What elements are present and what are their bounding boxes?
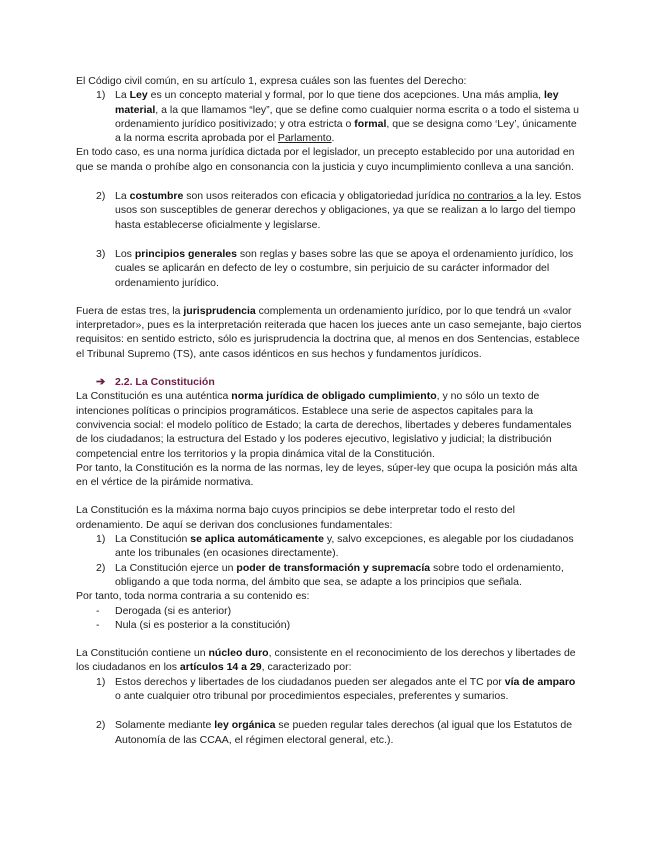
jurisprudencia-paragraph: Fuera de estas tres, la jurisprudencia complementa un ordenamiento jurídico, por lo que tendrá un «valor interpretador», pues es la interpretación reiterada que hacen los jueces ante un caso semejante, bajo ciertos requisitos: en sentido estricto, sólo es jurisprudencia la doctrina que, al menos en dos Sentencias, establece el Tribunal Supremo (TS), ante casos idénticos en sus hechos y fundamentos jurídicos.	[76, 304, 582, 360]
list-item-text: La costumbre son usos reiterados con eficacia y obligatoriedad jurídica no contrarios a la ley. Estos usos son susceptibles de generar derechos y obligaciones, ya que se realizan a lo largo del tiempo hasta establecerse oficialmente y legislarse.	[115, 190, 582, 231]
list-item-text: La Ley es un concepto material y formal, por lo que tiene dos acepciones. Una más amplia, ley material, a la que llamamos “ley”, que se define como cualquier norma escrita o a todo el sistema u ordenamiento jurídico positivizado; y otra estricta o formal, que se designa como ‘Ley’, únicamente a la norma escrita aprobada por el Parlamento.	[115, 89, 579, 145]
dash-item	[76, 604, 582, 618]
list-item-amparo	[76, 675, 582, 704]
maxima-norma-paragraph: La Constitución es la máxima norma bajo cuyos principios se debe interpretar todo el resto del ordenamiento. De aquí se derivan dos conclusiones fundamentales:	[76, 504, 515, 531]
list-number: 2)	[96, 561, 106, 574]
list-number: 1)	[96, 675, 106, 688]
ley-paragraph: En todo caso, es una norma jurídica dictada por el legislador, un precepto establecido por una autoridad en que se manda o prohíbe algo en consonancia con la justicia y cuyo incumplimiento conlleva a una sanción.	[76, 146, 575, 173]
list-item-ley	[76, 88, 582, 145]
dash-item-text: Nula (si es posterior a la constitución)	[115, 618, 291, 631]
por-tanto-paragraph: Por tanto, la Constitución es la norma de las normas, ley de leyes, súper-ley que ocupa la posición más alta en el vértice de la pirámide normativa.	[76, 461, 578, 489]
list-item-ley-organica	[76, 718, 582, 747]
dash-mark: -	[96, 604, 100, 617]
list-item-poder	[76, 561, 582, 590]
list-number: 2)	[96, 190, 106, 203]
constitucion-paragraph: La Constitución es una auténtica norma jurídica de obligado cumplimiento, y no sólo un texto de intenciones políticas o principios programáticos. Establece una serie de aspectos capitales para la convivencia social: el modelo político de Estado; la carta de derechos, libertades y deberes fundamentales de los ciudadanos; la estructura del Estado y los poderes ejecutivo, legislativo y judicial; la distribución competencial entre los territorios y la propia dinámica vital de la Constitución.	[76, 390, 572, 460]
contraria-paragraph: Por tanto, toda norma contraria a su contenido es:	[76, 590, 310, 603]
document-page	[76, 74, 582, 747]
list-number: 1)	[96, 89, 106, 102]
intro-paragraph: El Código civil común, en su artículo 1, expresa cuáles son las fuentes del Derecho:	[76, 75, 467, 87]
dash-item	[76, 618, 582, 632]
arrow-icon: ➔	[96, 376, 106, 389]
dash-item-text: Derogada (si es anterior)	[115, 604, 232, 617]
list-item-text: Solamente mediante ley orgánica se pueden regular tales derechos (al igual que los Estatutos de Autonomía de las CCAA, el régimen electoral general, etc.).	[115, 719, 573, 746]
list-item-text: Estos derechos y libertades de los ciudadanos pueden ser alegados ante el TC por vía de amparo o ante cualquier otro tribunal por procedimientos especiales, preferentes y sumarios.	[115, 675, 576, 702]
list-item-costumbre	[76, 189, 582, 232]
nucleo-duro-paragraph: La Constitución contiene un núcleo duro, consistente en el reconocimiento de los derechos y libertades de los ciudadanos en los artículos 14 a 29, caracterizado por:	[76, 647, 576, 674]
list-item-text: La Constitución ejerce un poder de transformación y supremacía sobre todo el ordenamiento, obligando a que toda norma, del ámbito que sea, se adapte a los principios que señala.	[115, 561, 564, 588]
section-title: 2.2. La Constitución	[115, 376, 215, 389]
list-item-principios	[76, 247, 582, 290]
list-item-aplica	[76, 532, 582, 561]
list-number: 3)	[96, 247, 106, 260]
section-heading	[96, 375, 582, 389]
dash-mark: -	[96, 618, 100, 631]
list-number: 1)	[96, 533, 106, 546]
list-item-text: La Constitución se aplica automáticamente y, salvo excepciones, es alegable por los ciudadanos ante los tribunales (en ocasiones directamente).	[115, 533, 574, 560]
list-number: 2)	[96, 719, 106, 732]
list-item-text: Los principios generales son reglas y bases sobre las que se apoya el ordenamiento jurídico, los cuales se aplicarán en defecto de ley o costumbre, sin perjuicio de su carácter informador del ordenamiento jurídico.	[115, 247, 574, 289]
